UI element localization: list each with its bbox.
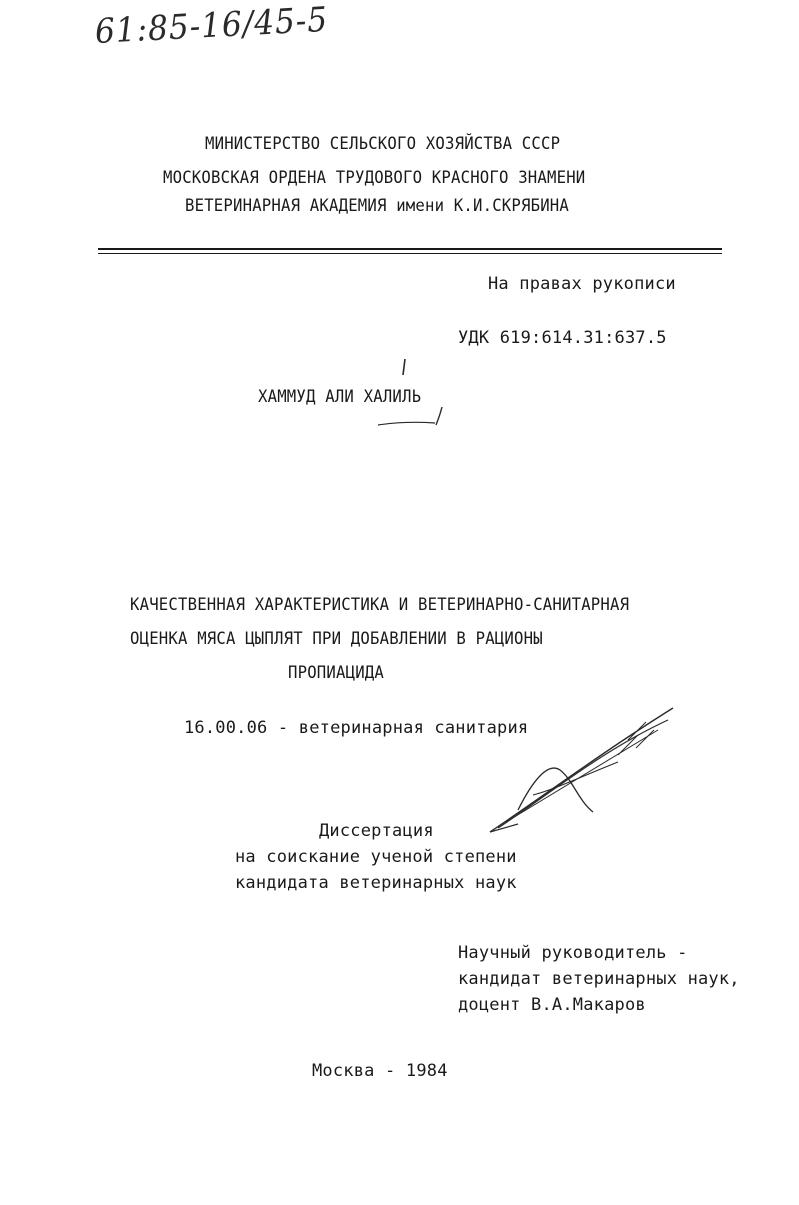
title-line-3: ПРОПИАЦИДА xyxy=(288,663,385,683)
author-name: ХАММУД АЛИ ХАЛИЛЬ xyxy=(258,387,422,407)
specialty-code: 16.00.06 - ветеринарная санитария xyxy=(184,718,529,738)
dissertation-degree-line: на соискание ученой степени xyxy=(235,847,517,867)
supervisor-name: доцент В.А.Макаров xyxy=(458,995,646,1015)
title-line-1: КАЧЕСТВЕННАЯ ХАРАКТЕРИСТИКА И ВЕТЕРИНАРНО-САНИТАРНАЯ xyxy=(130,595,630,615)
ministry-line: МИНИСТЕРСТВО СЕЛЬСКОГО ХОЗЯЙСТВА СССР xyxy=(205,134,561,154)
academy-line-2: ВЕТЕРИНАРНАЯ АКАДЕМИЯ имени К.И.СКРЯБИНА xyxy=(185,196,570,216)
supervisor-degree: кандидат ветеринарных наук, xyxy=(458,969,740,989)
city-year: Москва - 1984 xyxy=(312,1061,448,1081)
supervisor-label: Научный руководитель - xyxy=(458,943,688,963)
udc-code: УДК 619:614.31:637.5 xyxy=(458,328,667,348)
title-line-2: ОЦЕНКА МЯСА ЦЫПЛЯТ ПРИ ДОБАВЛЕНИИ В РАЦИОНЫ xyxy=(130,629,543,649)
signature-scribble-icon xyxy=(478,700,688,845)
handwritten-catalog-note: 61:85-16/45-5 xyxy=(93,0,330,52)
header-rule-thick xyxy=(98,248,722,250)
author-underline-mark xyxy=(370,355,460,435)
dissertation-label: Диссертация xyxy=(319,821,434,841)
academy-line-1: МОСКОВСКАЯ ОРДЕНА ТРУДОВОГО КРАСНОГО ЗНАМЕНИ xyxy=(163,168,586,188)
dissertation-field-line: кандидата ветеринарных наук xyxy=(235,873,517,893)
manuscript-rights: На правах рукописи xyxy=(488,274,676,294)
header-rule-thin xyxy=(98,253,722,254)
